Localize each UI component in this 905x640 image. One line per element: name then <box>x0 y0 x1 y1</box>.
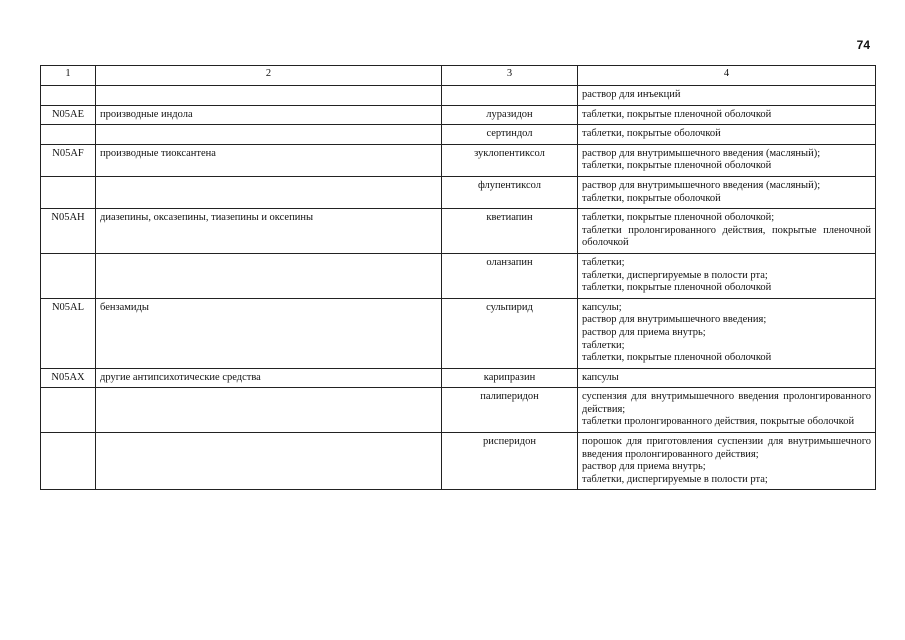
atc-code-cell: N05AF <box>41 144 96 176</box>
table-row <box>41 209 876 254</box>
dosage-form-line: таблетки, покрытые пленочной оболочкой; <box>582 212 775 224</box>
table-row <box>41 388 876 433</box>
column-header: 2 <box>96 66 442 86</box>
atc-code-cell: N05AL <box>41 298 96 368</box>
atc-code-cell <box>41 125 96 145</box>
drug-name-cell: луразидон <box>442 105 578 125</box>
drug-name-cell: карипразин <box>442 368 578 388</box>
pharmacological-group-cell <box>96 253 442 298</box>
dosage-form-line: таблетки пролонгированного действия, покрытые пленочной оболочкой <box>582 224 871 249</box>
table-body <box>41 86 876 490</box>
table-row <box>41 144 876 176</box>
dosage-forms-cell <box>578 209 876 254</box>
dosage-form-line: раствор для инъекций <box>582 89 681 100</box>
dosage-forms-cell <box>578 105 876 125</box>
pharmacological-group-cell <box>96 86 442 106</box>
dosage-forms-cell <box>578 388 876 433</box>
dosage-form-line: капсулы <box>582 371 619 383</box>
drug-name-cell: палиперидон <box>442 388 578 433</box>
dosage-form-line: таблетки, диспергируемые в полости рта; <box>582 473 768 485</box>
column-header: 3 <box>442 66 578 86</box>
pharmacological-group-cell <box>96 125 442 145</box>
table-row <box>41 433 876 490</box>
dosage-form-line: раствор для внутримышечного введения (масляный); <box>582 179 821 191</box>
drug-name-cell: сульпирид <box>442 298 578 368</box>
atc-code-cell <box>41 176 96 208</box>
atc-code-cell <box>41 433 96 490</box>
page-number: 74 <box>856 38 870 52</box>
table-row <box>41 253 876 298</box>
dosage-form-line: капсулы; <box>582 301 622 313</box>
dosage-forms-cell <box>578 368 876 388</box>
dosage-form-line: таблетки, покрытые пленочной оболочкой <box>582 352 772 364</box>
dosage-form-line: раствор для внутримышечного введения; <box>582 314 767 326</box>
column-header: 4 <box>578 66 876 86</box>
dosage-form-line: раствор для приема внутрь; <box>582 461 706 473</box>
column-header: 1 <box>41 66 96 86</box>
pharmacological-group-cell: производные тиоксантена <box>96 144 442 176</box>
dosage-form-line: таблетки пролонгированного действия, покрытые оболочкой <box>582 416 855 428</box>
pharmacological-group-cell <box>96 388 442 433</box>
drug-name-cell: рисперидон <box>442 433 578 490</box>
dosage-form-line: порошок для приготовления суспензии для внутримышечного введения пролонгированного действия; <box>582 436 871 460</box>
dosage-form-line: таблетки; <box>582 256 625 268</box>
dosage-form-line: таблетки, покрытые пленочной оболочкой <box>582 282 772 294</box>
dosage-forms-cell <box>578 86 876 106</box>
drug-table <box>40 65 876 490</box>
dosage-forms-cell <box>578 298 876 368</box>
header-row <box>41 66 876 86</box>
dosage-form-line: таблетки, покрытые пленочной оболочкой <box>582 160 772 172</box>
atc-code-cell <box>41 388 96 433</box>
dosage-form-line: раствор для приема внутрь; <box>582 326 706 338</box>
dosage-forms-cell <box>578 253 876 298</box>
atc-code-cell <box>41 253 96 298</box>
table-row <box>41 105 876 125</box>
pharmacological-group-cell: другие антипсихотические средства <box>96 368 442 388</box>
table-row <box>41 176 876 208</box>
pharmacological-group-cell: бензамиды <box>96 298 442 368</box>
drug-name-cell: оланзапин <box>442 253 578 298</box>
dosage-form-line: таблетки, покрытые оболочкой <box>582 192 721 204</box>
dosage-form-line: таблетки, покрытые пленочной оболочкой <box>582 108 772 120</box>
drug-name-cell: зуклопентиксол <box>442 144 578 176</box>
table-row <box>41 125 876 145</box>
dosage-form-line: таблетки, покрытые оболочкой <box>582 128 721 140</box>
pharmacological-group-cell <box>96 176 442 208</box>
pharmacological-group-cell: производные индола <box>96 105 442 125</box>
table-row <box>41 86 876 106</box>
drug-name-cell: сертиндол <box>442 125 578 145</box>
dosage-form-line: таблетки, диспергируемые в полости рта; <box>582 269 768 281</box>
dosage-form-line: таблетки; <box>582 339 625 351</box>
dosage-form-line: суспензия для внутримышечного введения пролонгированного действия; <box>582 391 871 415</box>
drug-name-cell: кветиапин <box>442 209 578 254</box>
dosage-forms-cell <box>578 144 876 176</box>
drug-name-cell <box>442 86 578 106</box>
pharmacological-group-cell: диазепины, оксазепины, тиазепины и оксепины <box>96 209 442 254</box>
atc-code-cell: N05AX <box>41 368 96 388</box>
atc-code-cell: N05AE <box>41 105 96 125</box>
dosage-form-line: раствор для внутримышечного введения (масляный); <box>582 147 821 159</box>
dosage-forms-cell <box>578 176 876 208</box>
atc-code-cell <box>41 86 96 106</box>
table-row <box>41 368 876 388</box>
atc-code-cell: N05AH <box>41 209 96 254</box>
table-row <box>41 298 876 368</box>
dosage-forms-cell <box>578 125 876 145</box>
pharmacological-group-cell <box>96 433 442 490</box>
drug-name-cell: флупентиксол <box>442 176 578 208</box>
dosage-forms-cell <box>578 433 876 490</box>
